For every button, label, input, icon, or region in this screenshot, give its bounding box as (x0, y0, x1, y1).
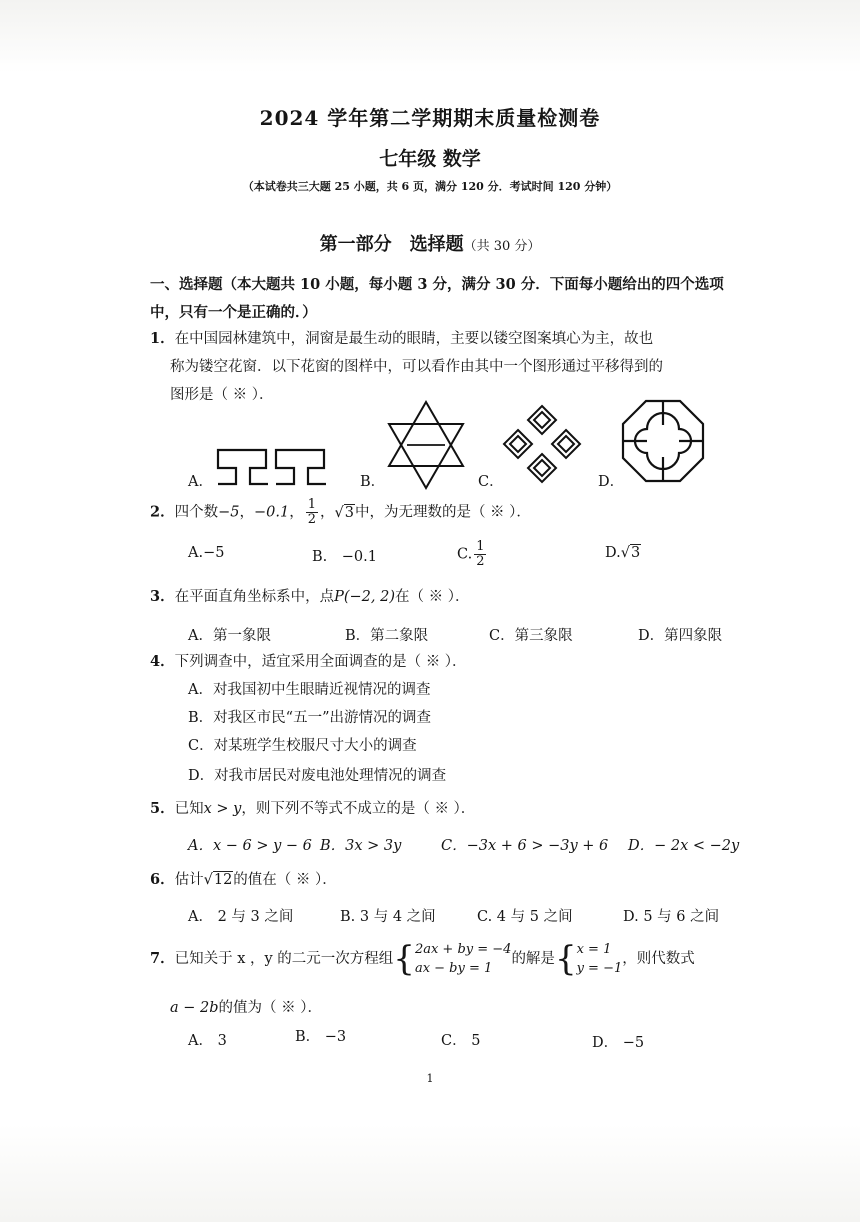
q2-fraction (306, 498, 318, 527)
q2-sep-2: ， (289, 504, 304, 521)
q7-option-b: B． −3 (295, 1029, 347, 1045)
q4-option-d: D．对我市居民对废电池处理情况的调查 (188, 768, 447, 784)
part-title: 第一部分 选择题 (319, 234, 464, 255)
q6-text-pre: 估计 (174, 872, 204, 888)
q1-figure-c (500, 402, 584, 486)
section-instructions: 一、选择题（本大题共 10 小题，每小题 3 分，满分 30 分．下面每小题给出的四个选项中，只有一个是正确的．） (150, 276, 724, 321)
q2-option-c (457, 540, 488, 569)
q5-option-a: A．x − 6 > y − 6 (188, 838, 312, 854)
q2-suffix: 中，为无理数的是（ ※ ）． (354, 504, 531, 521)
q3-text-post: 在（ ※ ）． (394, 589, 470, 605)
q7-line2-text: 的值为（ ※ ）． (218, 1000, 322, 1016)
q6-stem (150, 866, 337, 894)
q4-stem (150, 648, 467, 676)
q5-text-post: ，则下列不等式不成立的是（ ※ ）． (241, 801, 476, 817)
q7-line2 (170, 994, 322, 1022)
q6-sqrt-radicand: 12 (213, 872, 233, 888)
q2-sep-1: ， (239, 504, 254, 521)
q1-option-c-label: C． (478, 474, 504, 490)
q4-option-a: A．对我国初中生眼睛近视情况的调查 (188, 682, 431, 698)
part-score: （共 30 分） (463, 239, 541, 254)
q7-option-c: C． 5 (441, 1033, 481, 1049)
q5-text-pre: 已知 (174, 801, 204, 817)
q2-sqrt-radicand: 3 (344, 504, 354, 521)
q5-option-c: C．−3x + 6 > −3y + 6 (441, 838, 609, 854)
q5-stem (150, 795, 475, 823)
q3-option-c: C．第三象限 (489, 628, 573, 644)
q4-option-c: C．对某班学生校服尺寸大小的调查 (188, 738, 417, 754)
q7-brace-2: { (554, 939, 577, 979)
q2-fraction-den: 2 (307, 512, 316, 527)
q7-brace-1: { (393, 939, 415, 979)
q2-option-d (605, 545, 641, 561)
q1-figure-b (385, 400, 467, 490)
q1-figure-d (620, 398, 706, 484)
q1-option-a-label: A． (188, 474, 213, 490)
q6-number: 6． (150, 871, 175, 888)
q2-option-d-label: D. (605, 545, 621, 561)
exam-title: 2024 学年第二学期期末质量检测卷 (259, 106, 601, 130)
q6-text-post: 的值在（ ※ ）． (233, 872, 337, 888)
q2-sep-3: ， (319, 504, 335, 521)
q2-sqrt-sign: √ (334, 504, 344, 521)
q2-option-d-radicand: 3 (630, 545, 641, 561)
q1-text-1: 在中国园林建筑中，洞窗是最生动的眼睛，主要以镂空图案填心为主，故也 (174, 331, 654, 347)
q3-number: 3． (150, 588, 175, 605)
q2-option-a: A.−5 (188, 545, 225, 561)
q7-system (415, 940, 512, 978)
q7-eq1: 2ax + by = −4 (414, 942, 512, 957)
exam-subtitle: 七年级 数学 (379, 148, 481, 170)
q2-sqrt (334, 499, 354, 527)
q1-line2: 称为镂空花窗．以下花窗的图样中，可以看作由其中一个图形通过平移得到的 (170, 359, 663, 375)
q2-option-d-sqrt (621, 545, 641, 561)
q7-solution (577, 940, 623, 978)
q5-condition: x > y (203, 801, 242, 817)
part-heading (0, 230, 860, 256)
q7-text-mid: 的解是 (511, 951, 555, 967)
q6-sqrt (204, 866, 234, 894)
q3-point: P(−2, 2) (334, 589, 395, 605)
q7-stem (150, 940, 695, 978)
q7-text-post: ，则代数式 (622, 951, 695, 967)
q2-stem (150, 498, 531, 527)
q3-option-a: A．第一象限 (188, 628, 271, 644)
q6-option-b: B. 3 与 4 之间 (340, 909, 436, 925)
q2-number: 2． (150, 503, 175, 521)
q7-number: 7． (150, 950, 175, 967)
q4-text: 下列调查中，适宜采用全面调查的是（ ※ ）． (174, 654, 467, 670)
q1-line3: 图形是（ ※ ）． (170, 387, 274, 403)
q1-option-b-label: B． (360, 474, 386, 490)
q5-number: 5． (150, 800, 175, 817)
q7-expression: a − 2b (170, 1000, 219, 1016)
q1-line1 (150, 325, 653, 353)
q2-option-b: B. −0.1 (312, 549, 377, 565)
q7-s1: x = 1 (576, 942, 612, 957)
q6-option-c: C. 4 与 5 之间 (477, 909, 573, 925)
q6-option-d: D. 5 与 6 之间 (623, 909, 720, 925)
exam-note: （本试卷共三大题 25 小题，共 6 页，满分 120 分．考试时间 120 分钟） (242, 180, 618, 193)
q2-option-c-num: 1 (476, 539, 485, 554)
q4-number: 4． (150, 653, 175, 670)
q2-n1: −5 (218, 504, 240, 521)
q2-prefix: 四个数 (174, 504, 219, 521)
q2-option-c-den: 2 (476, 554, 485, 569)
q6-sqrt-sign: √ (203, 872, 213, 888)
q3-text-pre: 在平面直角坐标系中，点 (174, 589, 335, 605)
q4-option-b: B．对我区市民“五一”出游情况的调查 (188, 710, 431, 726)
q7-eq2: ax − by = 1 (414, 961, 493, 976)
q1-figure-a (210, 440, 340, 490)
q7-text-pre: 已知关于 x ，y 的二元一次方程组 (174, 951, 394, 967)
q5-option-d: D．− 2x < −2y (628, 838, 740, 854)
q1-option-d-label: D． (598, 474, 625, 490)
q2-option-c-label: C. (457, 546, 473, 563)
q7-s2: y = −1 (576, 961, 623, 976)
q2-fraction-num: 1 (307, 497, 316, 512)
q7-option-d: D． −5 (592, 1035, 645, 1051)
q5-option-b: B．3x > 3y (320, 838, 402, 854)
q2-option-c-fraction (474, 540, 486, 569)
q1-number: 1． (150, 330, 175, 347)
q6-option-a: A． 2 与 3 之间 (188, 909, 294, 925)
page-number: 1 (426, 1072, 434, 1085)
q3-option-d: D．第四象限 (638, 628, 723, 644)
q2-option-d-sqrt-sign: √ (620, 545, 630, 561)
q3-option-b: B．第二象限 (345, 628, 429, 644)
q7-option-a: A． 3 (188, 1033, 227, 1049)
q3-stem (150, 583, 469, 611)
q2-n2: −0.1 (253, 504, 290, 521)
